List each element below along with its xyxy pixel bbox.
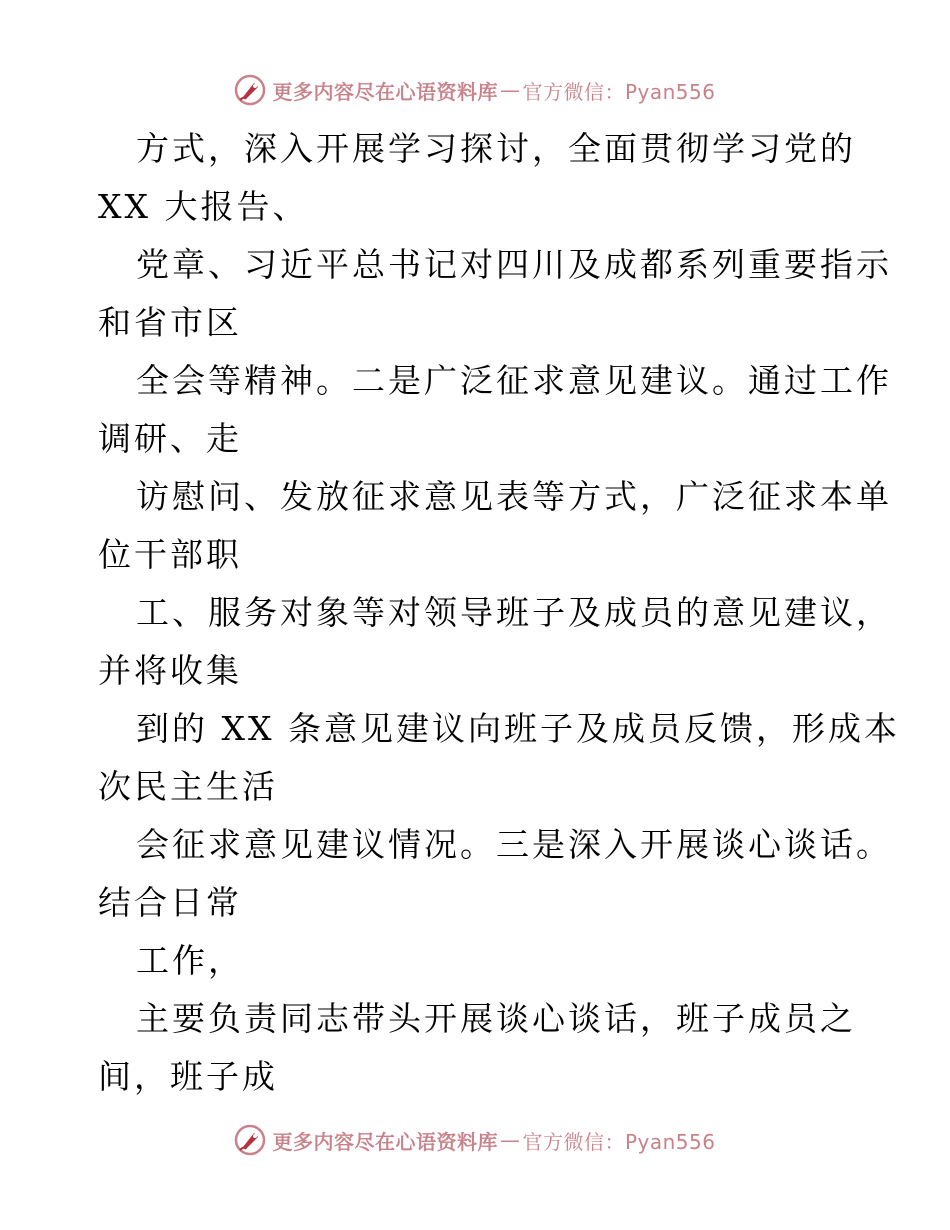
- text-line: 工作，: [136, 941, 244, 980]
- watermark-wechat-text: 官方微信：Pyan556: [522, 79, 716, 104]
- text-line: 工、服务对象等对领导班子及成员的意见建议，: [136, 593, 892, 632]
- text-line: XX 大报告、: [98, 187, 309, 226]
- header-watermark: [0, 70, 950, 110]
- watermark-main-text: 更多内容尽在心语资料库: [272, 1129, 498, 1154]
- watermark-wechat-text: 官方微信：Pyan556: [522, 1129, 716, 1154]
- document-body: [98, 120, 900, 1106]
- text-line: 间，班子成: [98, 1057, 278, 1096]
- pen-nib-logo-icon: [234, 1124, 266, 1156]
- watermark-dash: —: [499, 78, 521, 102]
- text-line: 调研、走: [98, 419, 242, 458]
- text-line: 到的 XX 条意见建议向班子及成员反馈，形成本: [136, 709, 900, 748]
- text-line: 位干部职: [98, 535, 242, 574]
- text-line: 主要负责同志带头开展谈心谈话，班子成员之: [136, 999, 856, 1038]
- watermark-main-text: 更多内容尽在心语资料库: [272, 79, 498, 104]
- text-line: 全会等精神。二是广泛征求意见建议。通过工作: [136, 361, 892, 400]
- text-line: 和省市区: [98, 303, 242, 342]
- watermark-dash: —: [499, 1128, 521, 1152]
- text-line: 并将收集: [98, 651, 242, 690]
- text-line: 访慰问、发放征求意见表等方式，广泛征求本单: [136, 477, 892, 516]
- text-line: 党章、习近平总书记对四川及成都系列重要指示: [136, 245, 892, 284]
- text-line: 会征求意见建议情况。三是深入开展谈心谈话。: [136, 825, 892, 864]
- footer-watermark: [0, 1120, 950, 1160]
- pen-nib-logo-icon: [234, 74, 266, 106]
- text-line: 结合日常: [98, 883, 242, 922]
- text-line: 方式，深入开展学习探讨，全面贯彻学习党的: [136, 129, 856, 168]
- text-line: 次民主生活: [98, 767, 278, 806]
